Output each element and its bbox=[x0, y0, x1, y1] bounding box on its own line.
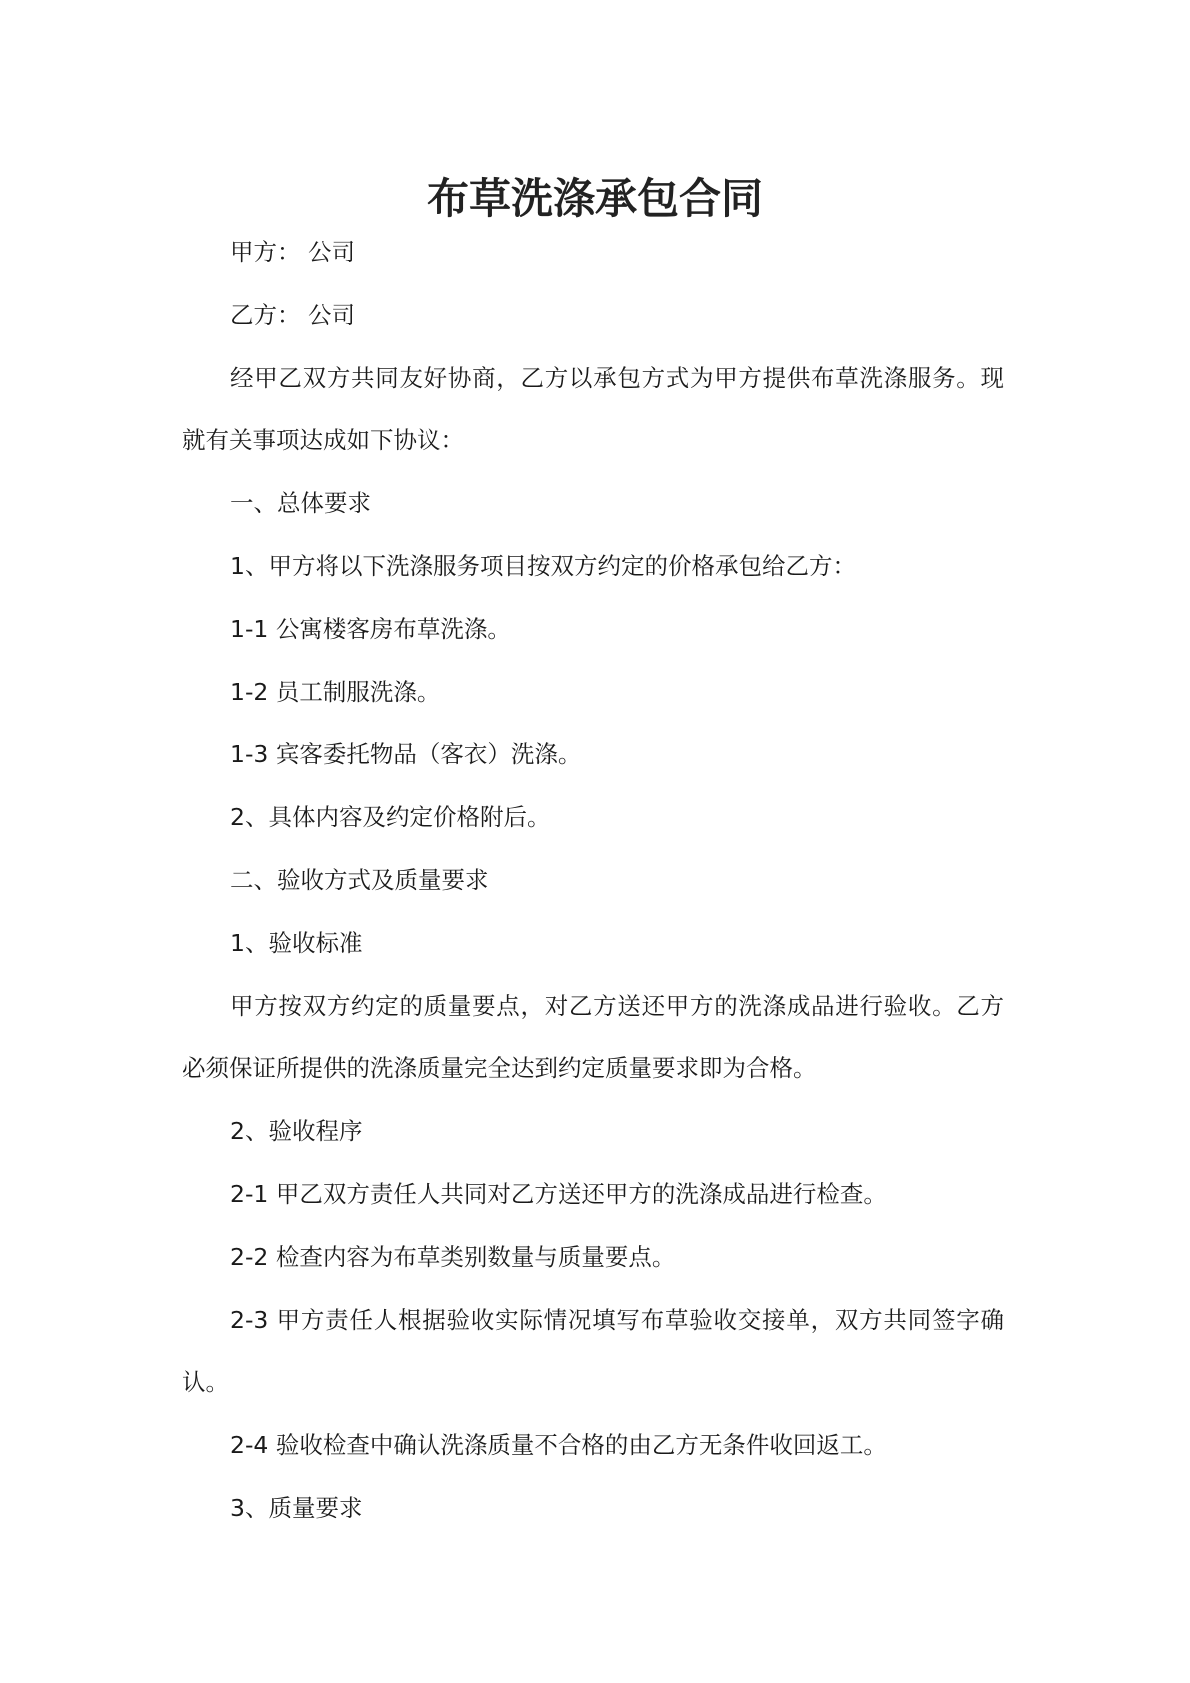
clause: 2-4 验收检查中确认洗涤质量不合格的由乙方无条件收回返工。 bbox=[230, 1431, 887, 1460]
clause: 2-1 甲乙双方责任人共同对乙方送还甲方的洗涤成品进行检查。 bbox=[230, 1179, 887, 1208]
document-body bbox=[182, 221, 1004, 1540]
section-heading: 二、验收方式及质量要求 bbox=[230, 865, 489, 894]
document-title: 布草洗涤承包合同 bbox=[426, 174, 763, 223]
clause: 1-1 公寓楼客房布草洗涤。 bbox=[230, 614, 511, 643]
clause: 3、质量要求 bbox=[230, 1493, 363, 1522]
clause: 1-2 员工制服洗涤。 bbox=[230, 677, 441, 706]
party-a: 甲方： 公司 bbox=[230, 238, 355, 266]
clause: 2-2 检查内容为布草类别数量与质量要点。 bbox=[230, 1242, 676, 1271]
clause: 1、验收标准 bbox=[230, 928, 363, 957]
clause: 甲方按双方约定的质量要点，对乙方送还甲方的洗涤成品进行验收。乙方必须保证所提供的洗涤质量完全达到约定质量要求即为合格。 bbox=[182, 991, 1004, 1083]
clause: 1-3 宾客委托物品（客衣）洗涤。 bbox=[230, 740, 582, 769]
preamble: 经甲乙双方共同友好协商，乙方以承包方式为甲方提供布草洗涤服务。现就有关事项达成如下协议： bbox=[182, 363, 1004, 455]
clause: 1、甲方将以下洗涤服务项目按双方约定的价格承包给乙方： bbox=[230, 551, 856, 580]
clause: 2-3 甲方责任人根据验收实际情况填写布草验收交接单，双方共同签字确认。 bbox=[182, 1305, 1004, 1397]
clause: 2、验收程序 bbox=[230, 1117, 363, 1146]
party-b: 乙方： 公司 bbox=[230, 300, 355, 329]
section-heading: 一、总体要求 bbox=[230, 489, 371, 518]
clause: 2、具体内容及约定价格附后。 bbox=[230, 803, 551, 832]
